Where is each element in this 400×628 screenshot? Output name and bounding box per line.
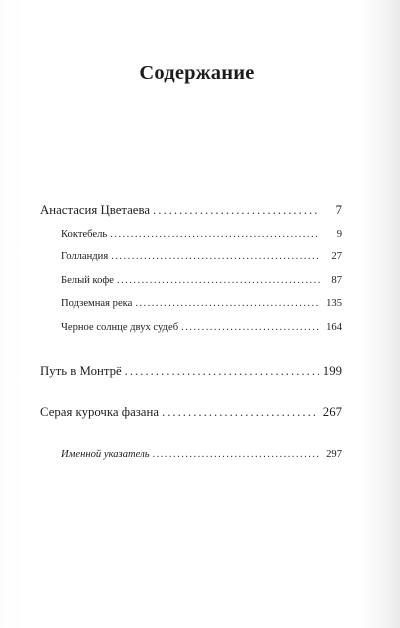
toc-entry-page-number: 27 (331, 251, 342, 262)
dot-leader (125, 364, 319, 379)
toc-entry-belyi-kofe[interactable] (61, 275, 342, 286)
toc-entry-podzemnaya-reka[interactable] (61, 298, 342, 309)
toc-entry-chernoe-solntse[interactable] (61, 322, 342, 333)
toc-entry-label: Коктебель (61, 229, 108, 240)
toc-entry-label: Именной указатель (61, 449, 150, 460)
toc-entry-label: Путь в Монтрё (40, 364, 122, 378)
dot-leader (162, 405, 319, 420)
toc-entry-imennoi-ukazatel[interactable] (61, 449, 342, 460)
toc-entry-label: Анастасия Цветаева (40, 203, 151, 217)
toc-entry-label: Серая курочка фазана (40, 405, 160, 419)
dot-leader (153, 449, 320, 460)
dot-leader (135, 298, 320, 309)
page-title: Содержание (139, 62, 255, 84)
toc-entry-page-number: 164 (326, 322, 342, 333)
toc-entry-put-v-montre[interactable] (40, 364, 342, 379)
toc-entry-page-number: 135 (326, 298, 342, 309)
toc-entry-page-number: 199 (322, 364, 342, 378)
toc-entry-label: Черное солнце двух судеб (61, 322, 179, 333)
toc-entry-gollandiya[interactable] (61, 251, 342, 262)
toc-entry-koktebel[interactable] (61, 229, 342, 240)
toc-entry-label: Подземная река (61, 298, 133, 309)
toc-entry-seraya-kurochka[interactable] (40, 405, 342, 420)
toc-entry-page-number: 7 (335, 203, 342, 217)
toc-entry-page-number: 297 (326, 449, 342, 460)
dot-leader (153, 203, 320, 218)
toc-entry-label: Белый кофе (61, 275, 114, 286)
toc-entry-page-number: 87 (331, 275, 342, 286)
toc-entry-page-number: 267 (322, 405, 342, 419)
toc-entry-page-number: 9 (336, 229, 342, 240)
dot-leader (111, 251, 320, 262)
dot-leader (110, 229, 320, 240)
toc-entry-tsvetaeva[interactable] (40, 203, 342, 218)
dot-leader (181, 322, 320, 333)
dot-leader (117, 275, 320, 286)
toc-entry-label: Голландия (61, 251, 109, 262)
